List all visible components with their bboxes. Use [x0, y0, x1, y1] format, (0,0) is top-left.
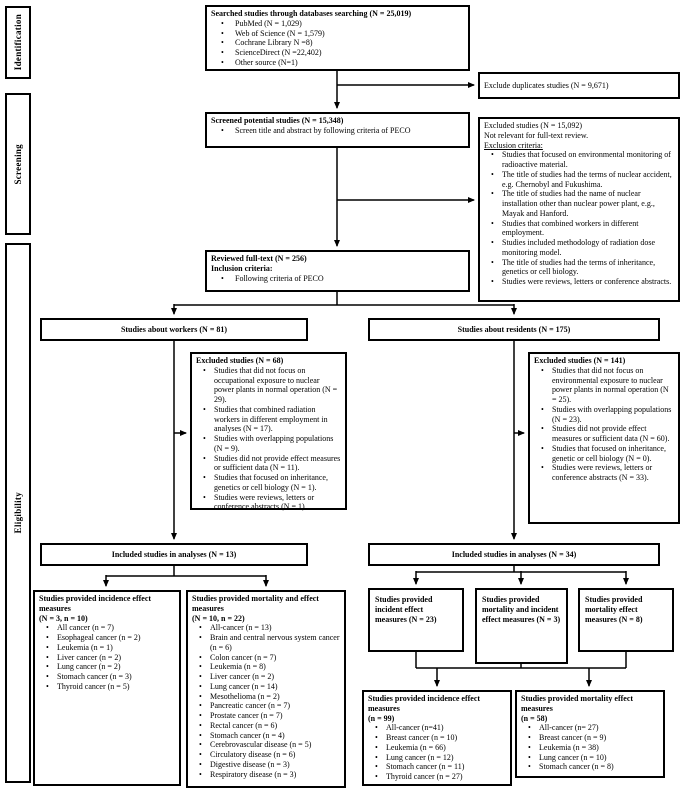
inclusion-criteria-label: Inclusion criteria:: [211, 263, 273, 273]
residents-mortality-final-list: [521, 723, 659, 772]
box-title: Studies provided mortality and effect measures: [192, 594, 319, 613]
reviewed-criteria-list: [211, 274, 464, 284]
list-item: • Studies were reviews, letters or conference abstracts (N = 1).: [196, 493, 341, 513]
list-item: • Stomach cancer (n = 3): [39, 672, 175, 682]
residents-incidence-final-list: [368, 723, 506, 782]
box-title: Reviewed full-text (N = 256): [211, 254, 307, 263]
stage-eligibility: [5, 243, 31, 783]
list-item: • Leukemia (n = 8): [192, 662, 340, 672]
box-count: (N = 3, n = 10): [39, 613, 88, 623]
list-item: • Web of Science (N = 1,579): [211, 29, 464, 39]
box-title: Included studies in analyses (N = 13): [111, 549, 237, 559]
list-item: • Studies that focused on environmental monitoring of radioactive material.: [484, 150, 674, 170]
list-item: • PubMed (N = 1,029): [211, 19, 464, 29]
box-title: Studies provided incidence effect measures: [39, 594, 152, 613]
list-item: • Colon cancer (n = 7): [192, 653, 340, 663]
excluded-screening-note: Not relevant for full-text review.: [484, 130, 589, 140]
list-item: • All-cancer (n= 27): [521, 723, 659, 733]
stage-label: Identification: [13, 14, 23, 71]
included-workers-box: [40, 543, 308, 566]
searched-studies-list: [211, 19, 464, 68]
residents-mortality-box: [578, 588, 674, 652]
list-item: • Leukemia (n = 1): [39, 643, 175, 653]
list-item: • Liver cancer (n = 2): [192, 672, 340, 682]
list-item: • Leukemia (n = 38): [521, 743, 659, 753]
list-item: • Studies that did not focus on occupational exposure to nuclear power plants in normal operation (N = 29).: [196, 366, 341, 405]
box-title: Excluded studies (N = 15,092): [484, 121, 583, 130]
list-item: • Following criteria of PECO: [211, 274, 464, 284]
excluded-residents-box: [528, 352, 680, 524]
list-item: • The title of studies had the name of nuclear installation other than nuclear power plant, e.g., Mayak and Hanford.: [484, 189, 674, 218]
list-item: • Stomach cancer (n = 4): [192, 731, 340, 741]
list-item: • The title of studies had the terms of inheritance, genetics or cell biology.: [484, 258, 674, 278]
stage-screening: [5, 93, 31, 235]
list-item: • Lung cancer (n = 10): [521, 753, 659, 763]
exclusion-criteria-label: Exclusion criteria:: [484, 140, 543, 150]
residents-box: [368, 318, 660, 341]
screened-criteria-list: [211, 126, 464, 136]
box-title: Studies provided mortality effect measures (N = 8): [585, 595, 643, 624]
box-count: (n = 99): [368, 713, 395, 723]
list-item: • Lung cancer (n = 12): [368, 753, 506, 763]
included-residents-box: [368, 543, 660, 566]
list-item: • Brain and central nervous system cancer (n = 6): [192, 633, 340, 653]
workers-mortality-list: [192, 623, 340, 779]
list-item: • Prostate cancer (n = 7): [192, 711, 340, 721]
box-title: Studies provided incidence effect measures: [368, 694, 481, 713]
box-title: Exclude duplicates studies (N = 9,671): [484, 80, 609, 90]
stage-label: Eligibility: [13, 492, 23, 534]
list-item: • Studies that focused on inheritance, genetic or cell biology (N = 0).: [534, 444, 674, 464]
list-item: • All-cancer (n = 13): [192, 623, 340, 633]
excluded-screening-list: [484, 150, 674, 287]
list-item: • Studies with overlapping populations (N = 23).: [534, 405, 674, 425]
list-item: • All-cancer (n=41): [368, 723, 506, 733]
excluded-screening-box: [478, 117, 680, 302]
list-item: • Mesothelioma (n = 2): [192, 692, 340, 702]
workers-mortality-box: [186, 590, 346, 788]
list-item: • Studies with overlapping populations (N = 9).: [196, 434, 341, 454]
residents-mortality-incident-box: [475, 588, 568, 664]
list-item: • Lung cancer (n = 14): [192, 682, 340, 692]
box-count: (n = 58): [521, 713, 548, 723]
list-item: • Studies were reviews, letters or conference abstracts.: [484, 277, 674, 287]
workers-box: [40, 318, 308, 341]
list-item: • Pancreatic cancer (n = 7): [192, 701, 340, 711]
box-title: Studies about residents (N = 175): [457, 324, 571, 334]
stage-identification: [5, 6, 31, 79]
box-title: Searched studies through databases searching (N = 25,019): [211, 9, 412, 18]
list-item: • The title of studies had the terms of nuclear accident, e.g. Chernobyl and Fukushima.: [484, 170, 674, 190]
list-item: • Studies did not provide effect measures or sufficient data (N = 11).: [196, 454, 341, 474]
list-item: • Studies included methodology of radiation dose monitoring model.: [484, 238, 674, 258]
residents-incident-box: [368, 588, 464, 652]
list-item: • Leukemia (n = 66): [368, 743, 506, 753]
list-item: • Studies were reviews, letters or conference abstracts (N = 33).: [534, 463, 674, 483]
list-item: • Breast cancer (n = 10): [368, 733, 506, 743]
list-item: • Digestive disease (n = 3): [192, 760, 340, 770]
excluded-residents-list: [534, 366, 674, 483]
list-item: • Liver cancer (n = 2): [39, 653, 175, 663]
box-title: Studies about workers (N = 81): [120, 324, 228, 334]
list-item: • Stomach cancer (n = 8): [521, 762, 659, 772]
box-title: Studies provided mortality and incident effect measures (N = 3): [482, 595, 561, 624]
residents-incidence-final-box: [362, 690, 512, 786]
list-item: • Stomach cancer (n = 11): [368, 762, 506, 772]
list-item: • Lung cancer (n = 2): [39, 662, 175, 672]
box-title: Excluded studies (N = 68): [196, 356, 284, 365]
excluded-workers-list: [196, 366, 341, 512]
exclude-duplicates-box: [478, 72, 680, 99]
list-item: • Circulatory disease (n = 6): [192, 750, 340, 760]
list-item: • Studies that focused on inheritance, genetics or cell biology (N = 1).: [196, 473, 341, 493]
box-title: Studies provided mortality effect measures: [521, 694, 634, 713]
list-item: • ScienceDirect (N =22,402): [211, 48, 464, 58]
box-title: Screened potential studies (N = 15,348): [211, 116, 344, 125]
box-title: Studies provided incident effect measures (N = 23): [375, 595, 437, 624]
stage-label: Screening: [13, 143, 23, 185]
box-title: Excluded studies (N = 141): [534, 356, 626, 365]
reviewed-fulltext-box: [205, 250, 470, 292]
box-count: (N = 10, n = 22): [192, 613, 245, 623]
list-item: • Thyroid cancer (n = 5): [39, 682, 175, 692]
list-item: • Respiratory disease (n = 3): [192, 770, 340, 780]
list-item: • Breast cancer (n = 9): [521, 733, 659, 743]
list-item: • Studies that combined workers in different employment.: [484, 219, 674, 239]
list-item: • All cancer (n = 7): [39, 623, 175, 633]
box-title: Included studies in analyses (N = 34): [451, 549, 577, 559]
list-item: • Studies that did not focus on environmental exposure to nuclear power plants in normal operation (N = 25).: [534, 366, 674, 405]
list-item: • Cerebrovascular disease (n = 5): [192, 740, 340, 750]
list-item: • Screen title and abstract by following criteria of PECO: [211, 126, 464, 136]
residents-mortality-final-box: [515, 690, 665, 778]
workers-incidence-box: [33, 590, 181, 786]
screened-studies-box: [205, 112, 470, 148]
searched-studies-box: [205, 5, 470, 71]
list-item: • Cochrane Library N =8): [211, 38, 464, 48]
list-item: • Other source (N=1): [211, 58, 464, 68]
excluded-workers-box: [190, 352, 347, 510]
list-item: • Rectal cancer (n = 6): [192, 721, 340, 731]
list-item: • Esophageal cancer (n = 2): [39, 633, 175, 643]
workers-incidence-list: [39, 623, 175, 691]
list-item: • Studies did not provide effect measures or sufficient data (N = 60).: [534, 424, 674, 444]
list-item: • Studies that combined radiation workers in different employment in analyses (N = 17).: [196, 405, 341, 434]
list-item: • Thyroid cancer (n = 27): [368, 772, 506, 782]
